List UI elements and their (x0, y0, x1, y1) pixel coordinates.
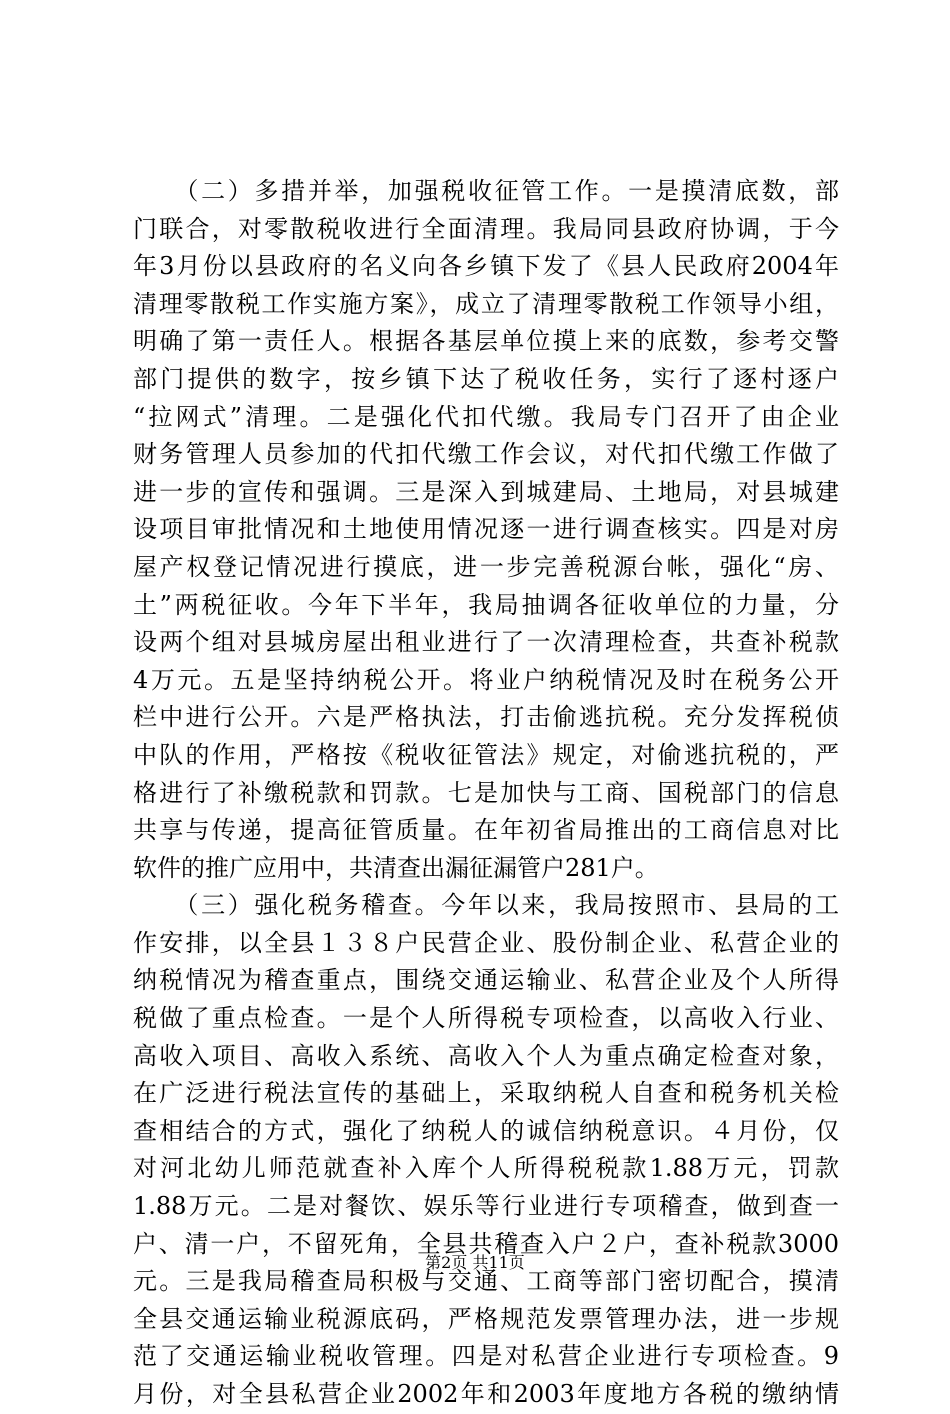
text-line: 1.88万元。二是对餐饮、娱乐等行业进行专项稽查，做到查一 (133, 1192, 839, 1221)
text-line: 年3月份以县政府的名义向各乡镇下发了《县人民政府2004年 (133, 252, 839, 281)
paragraph-tax-collection (133, 173, 839, 887)
text-line: 查相结合的方式，强化了纳税人的诚信纳税意识。４月份，仅 (133, 1116, 839, 1145)
text-line: 栏中进行公开。六是严格执法，打击偷逃抗税。充分发挥税侦 (133, 703, 839, 732)
text-line: （三）强化税务稽查。今年以来，我局按照市、县局的工 (133, 891, 839, 920)
text-line: 作安排，以全县１３８户民营企业、股份制企业、私营企业的 (133, 928, 839, 957)
text-line: 中队的作用，严格按《税收征管法》规定，对偷逃抗税的，严 (133, 740, 839, 769)
text-line: 4万元。五是坚持纳税公开。将业户纳税情况及时在税务公开 (133, 665, 839, 694)
text-line: 屋产权登记情况进行摸底，进一步完善税源台帐，强化“房、 (133, 552, 839, 581)
text-line: 在广泛进行税法宣传的基础上，采取纳税人自查和税务机关检 (133, 1079, 839, 1108)
text-line: 对河北幼儿师范就查补入库个人所得税税款1.88万元，罚款 (133, 1154, 839, 1183)
text-line: 户、清一户，不留死角，全县共稽查入户２户，查补税款3000 (133, 1229, 839, 1258)
paragraph-tax-audit (133, 887, 839, 1413)
text-line: 税做了重点检查。一是个人所得税专项检查，以高收入行业、 (133, 1004, 839, 1033)
text-line: 门联合，对零散税收进行全面清理。我局同县政府协调，于今 (133, 214, 839, 243)
text-line: 进一步的宣传和强调。三是深入到城建局、土地局，对县城建 (133, 477, 839, 506)
text-line: 明确了第一责任人。根据各基层单位摸上来的底数，参考交警 (133, 327, 839, 356)
text-line: “拉网式”清理。二是强化代扣代缴。我局专门召开了由企业 (133, 402, 839, 431)
text-line: 全县交通运输业税源底码，严格规范发票管理办法，进一步规 (133, 1304, 839, 1333)
text-line: 格进行了补缴税款和罚款。七是加快与工商、国税部门的信息 (133, 778, 839, 807)
text-line: 高收入项目、高收入系统、高收入个人为重点确定检查对象， (133, 1041, 839, 1070)
text-line: 元。三是我局稽查局积极与交通、工商等部门密切配合，摸清 (133, 1267, 839, 1296)
text-line: 设两个组对县城房屋出租业进行了一次清理检查，共查补税款 (133, 628, 839, 657)
text-line: 土”两税征收。今年下半年，我局抽调各征收单位的力量，分 (133, 590, 839, 619)
text-line: 共享与传递，提高征管质量。在年初省局推出的工商信息对比 (133, 816, 839, 845)
text-line: 软件的推广应用中，共清查出漏征漏管户281户。 (133, 853, 659, 882)
page-footer (0, 1253, 950, 1273)
text-line: 设项目审批情况和土地使用情况逐一进行调查核实。四是对房 (133, 515, 839, 544)
document-body (133, 173, 839, 1414)
text-line: 财务管理人员参加的代扣代缴工作会议，对代扣代缴工作做了 (133, 440, 839, 469)
text-line: 范了交通运输业税收管理。四是对私营企业进行专项检查。9 (133, 1342, 839, 1371)
text-line: 月份，对全县私营企业2002年和2003年度地方各税的缴纳情 (133, 1380, 839, 1408)
page-number-label: 第2页 共11页 (425, 1253, 525, 1272)
text-line: 部门提供的数字，按乡镇下达了税收任务，实行了逐村逐户 (133, 364, 839, 393)
text-line: 清理零散税工作实施方案》，成立了清理零散税工作领导小组， (133, 289, 839, 318)
text-line: （二）多措并举，加强税收征管工作。一是摸清底数，部 (133, 177, 839, 205)
text-line: 纳税情况为稽查重点，围绕交通运输业、私营企业及个人所得 (133, 966, 839, 995)
